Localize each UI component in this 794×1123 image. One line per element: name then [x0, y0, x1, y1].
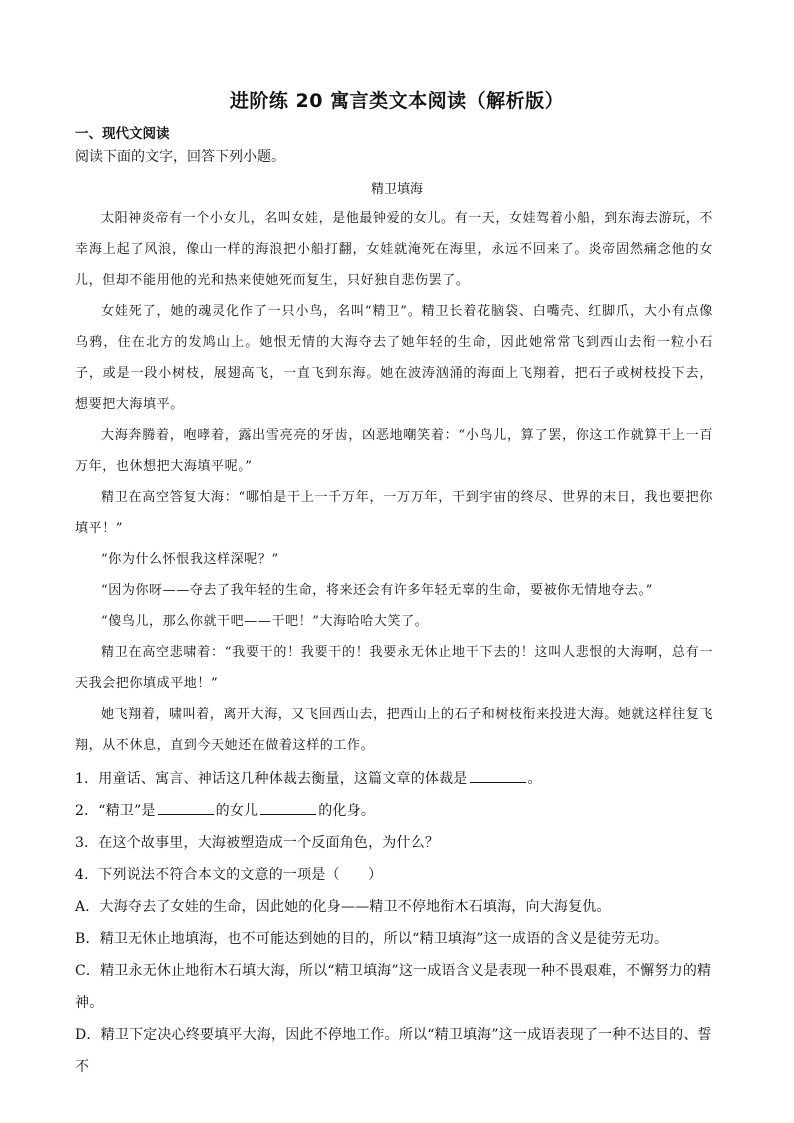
page-title: 进阶练 20 寓言类文本阅读（解析版）: [229, 90, 565, 112]
answer-blank: [470, 768, 526, 783]
option-c: C．精卫永无休止地衔木石填大海，所以“精卫填海”这一成语含义是表现一种不畏艰难，不懈努力的精神。: [75, 963, 712, 1011]
section-heading: 一、现代文阅读: [75, 126, 170, 142]
passage-paragraph: 大海奔腾着，咆哮着，露出雪亮亮的牙齿，凶恶地嘲笑着：“小鸟儿，算了罢，你这工作就算干上一百万年，也休想把大海填平呢。”: [75, 428, 713, 474]
passage-paragraph: 精卫在高空悲啸着：“我要干的！我要干的！我要永无休止地干下去的！这叫人悲恨的大海啊，总有一天我会把你填成平地！”: [75, 645, 713, 691]
passage-paragraph: “因为你呀——夺去了我年轻的生命，将来还会有许多年轻无辜的生命，要被你无情地夺去。”: [101, 583, 653, 598]
question-1-text: 1．用童话、寓言、神话这几种体裁去衡量，这篇文章的体裁是: [75, 771, 468, 787]
passage-paragraph: 精卫在高空答复大海：“哪怕是干上一千万年，一万万年，干到宇宙的终尽、世界的末日，我也要把你填平！”: [75, 490, 713, 536]
option-d: D．精卫下定决心终要填平大海，因此不停地工作。所以“精卫填海”这一成语表现了一种不达目的、誓不: [75, 1027, 712, 1075]
question-2: [75, 795, 715, 827]
answer-blank: [260, 800, 316, 815]
passage-title: 精卫填海: [370, 182, 423, 197]
question-2-mid: 的女儿: [215, 803, 259, 819]
passage-body: [75, 203, 713, 761]
passage-paragraph: 太阳神炎帝有一个小女儿，名叫女娃，是他最钟爱的女儿。有一天，女娃驾着小船，到东海去游玩，不幸海上起了风浪，像山一样的海浪把小船打翻，女娃就淹死在海里，永远不回来了。炎帝固然痛念他的女儿，但却不能用他的光和热来使她死而复生，只好独自悲伤罢了。: [75, 211, 714, 288]
question-2-start: 2．“精卫”是: [75, 803, 156, 819]
question-3: 3．在这个故事里，大海被塑造成一个反面角色，为什么？: [75, 835, 440, 851]
question-1-end: 。: [527, 771, 542, 787]
question-2-end: 的化身。: [318, 803, 376, 819]
question-4: 4．下列说法不符合本文的文意的一项是（ ）: [75, 867, 383, 883]
passage-paragraph: 女娃死了，她的魂灵化作了一只小鸟，名叫“精卫”。精卫长着花脑袋、白嘴壳、红脚爪，大小有点像乌鸦，住在北方的发鸠山上。她恨无情的大海夺去了她年轻的生命，因此她常常飞到西山去衔一粒小石子，或是一段小树枝，展翅高飞，一直飞到东海。她在波涛汹涌的海面上飞翔着，把石子或树枝投下去，想要把大海填平。: [75, 304, 713, 412]
passage-paragraph: “傻鸟儿，那么你就干吧——干吧！”大海哈哈大笑了。: [101, 614, 429, 629]
passage-paragraph: “你为什么怀恨我这样深呢？”: [101, 552, 279, 567]
question-list: [75, 763, 715, 1083]
reading-instruction: 阅读下面的文字，回答下列小题。: [75, 149, 285, 165]
passage-paragraph: 她飞翔着，啸叫着，离开大海，又飞回西山去，把西山上的石子和树枝衔来投进大海。她就这样往复飞翔，从不休息，直到今天她还在做着这样的工作。: [75, 707, 714, 753]
option-a: A．大海夺去了女娃的生命，因此她的化身——精卫不停地衔木石填海，向大海复仇。: [75, 899, 611, 915]
answer-blank: [158, 800, 214, 815]
option-b: B．精卫无休止地填海，也不可能达到她的目的，所以“精卫填海”这一成语的含义是徒劳无功。: [75, 931, 669, 947]
question-1: [75, 763, 715, 795]
